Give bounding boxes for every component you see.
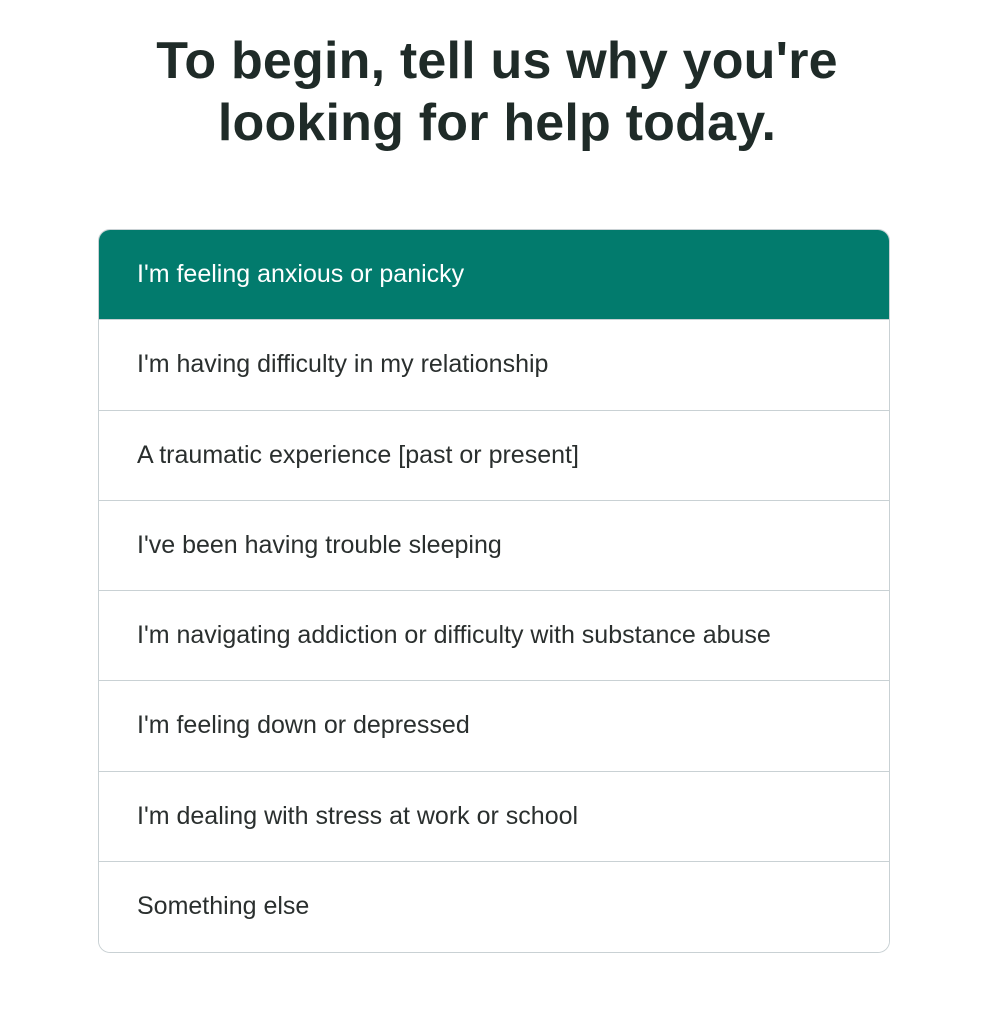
- reason-options-list: [98, 229, 890, 953]
- option-down-or-depressed[interactable]: I'm feeling down or depressed: [99, 681, 889, 771]
- page-title-line-1: To begin, tell us why you're: [156, 32, 838, 90]
- page-title-line-2: looking for help today.: [217, 94, 777, 152]
- option-stress-work-school[interactable]: I'm dealing with stress at work or school: [99, 772, 889, 862]
- option-anxious-or-panicky[interactable]: I'm feeling anxious or panicky: [99, 230, 889, 320]
- option-relationship-difficulty[interactable]: I'm having difficulty in my relationship: [99, 320, 889, 410]
- option-addiction-substance-abuse[interactable]: I'm navigating addiction or difficulty with substance abuse: [99, 591, 889, 681]
- option-something-else[interactable]: Something else: [99, 862, 889, 952]
- page-title: [0, 30, 994, 154]
- option-traumatic-experience[interactable]: A traumatic experience [past or present]: [99, 411, 889, 501]
- option-trouble-sleeping[interactable]: I've been having trouble sleeping: [99, 501, 889, 591]
